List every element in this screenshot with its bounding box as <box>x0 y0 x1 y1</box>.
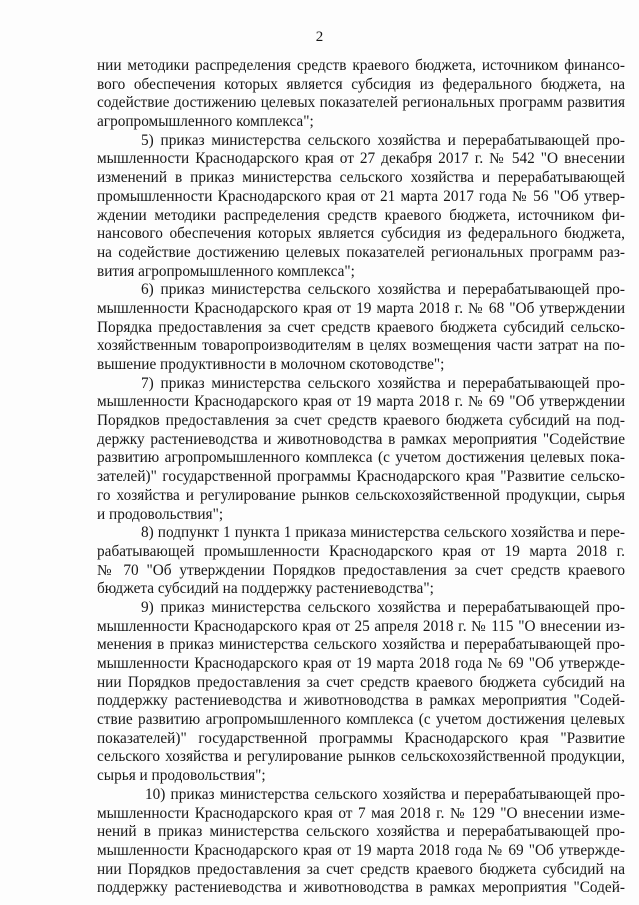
text-line: мышленности Краснодарского края от 19 марта 2018 г. № 69 "Об утверждении <box>97 393 625 411</box>
text-line: содействие достижению целевых показателей региональных программ развития <box>97 94 625 112</box>
text-line: нений в приказ министерства сельского хозяйства и перерабатывающей про- <box>97 823 625 841</box>
text-line: нии Порядков предоставления за счет средств краевого бюджета субсидий на <box>97 673 625 691</box>
text-line: сырья и продовольствия"; <box>97 767 266 785</box>
text-line: 7) приказ министерства сельского хозяйства и перерабатывающей про- <box>141 374 625 392</box>
text-line: нии Порядков предоставления за счет средств краевого бюджета субсидий на <box>97 860 625 878</box>
text-line: держку растениеводства и животноводства в рамках мероприятия "Содействие <box>97 430 625 448</box>
text-line: нии методики распределения средств краевого бюджета, источником финансо- <box>97 57 625 74</box>
text-line: мышленности Краснодарского края от 19 марта 2018 года № 69 "Об утвержде- <box>97 655 625 672</box>
text-line: показателей)" государственной программы Краснодарского края "Развитие <box>97 729 625 747</box>
text-line: мышленности Краснодарского края от 19 марта 2018 года № 69 "Об утвержде- <box>97 841 625 859</box>
text-line: ствие развитию агропромышленного комплекса (с учетом достижения целевых <box>97 711 625 729</box>
text-line: промышленности Краснодарского края от 21 марта 2017 года № 56 "Об утвер- <box>97 187 625 205</box>
text-line: мышленности Краснодарского края от 25 апреля 2018 г. № 115 "О внесении из- <box>97 617 625 635</box>
text-line: менения в приказ министерства сельского хозяйства и перерабатывающей про- <box>97 636 625 654</box>
text-line: развитию агропромышленного комплекса (с учетом достижения целевых пока- <box>97 449 625 467</box>
text-line: 8) подпункт 1 пункта 1 приказа министерства сельского хозяйства и пере- <box>141 524 625 542</box>
page-number: 2 <box>315 29 324 45</box>
text-line: Порядков предоставления за счет средств краевого бюджета субсидий на под- <box>97 412 625 430</box>
text-line: зателей)" государственной программы Краснодарского края "Развитие сельско- <box>97 468 625 486</box>
text-line: поддержку растениеводства и животноводства в рамках мероприятия "Содей- <box>97 692 625 710</box>
text-line: вого обеспечения которых является субсидия из федерального бюджета, на <box>97 75 625 93</box>
text-line: мышленности Краснодарского края от 7 мая 2018 г. № 129 "О внесении изме- <box>97 804 625 822</box>
text-line: 6) приказ министерства сельского хозяйства и перерабатывающей про- <box>141 281 625 299</box>
text-line: го хозяйства и регулирование рынков сельскохозяйственной продукции, сырья <box>97 486 625 504</box>
text-line: на содействие достижению целевых показателей региональных программ раз- <box>97 243 625 261</box>
text-line: бюджета субсидий на поддержку растениеводства"; <box>97 580 434 598</box>
text-line: сельского хозяйства и регулирование рынков сельскохозяйственной продукции, <box>97 748 625 766</box>
text-line: 9) приказ министерства сельского хозяйства и перерабатывающей про- <box>141 598 625 616</box>
text-line: агропромышленного комплекса"; <box>97 113 314 131</box>
text-line: рабатывающей промышленности Краснодарского края от 19 марта 2018 г. <box>97 542 625 560</box>
text-line: мышленности Краснодарского края от 27 декабря 2017 г. № 542 "О внесении <box>97 150 625 168</box>
text-line: Порядка предоставления за счет средств краевого бюджета субсидий сельско- <box>97 318 625 336</box>
text-line: и продовольствия"; <box>97 505 224 523</box>
text-line: мышленности Краснодарского края от 19 марта 2018 г. № 68 "Об утверждении <box>97 299 625 317</box>
text-line: нансового обеспечения которых является субсидия из федерального бюджета, <box>97 225 625 243</box>
text-line: изменений в приказ министерства сельского хозяйства и перерабатывающей <box>97 169 625 187</box>
text-line: вышение продуктивности в молочном скотоводстве"; <box>97 356 445 373</box>
document-body <box>97 57 625 898</box>
text-line: 5) приказ министерства сельского хозяйства и перерабатывающей про- <box>141 131 625 149</box>
text-line: хозяйственным товаропроизводителям в целях возмещения части затрат на по- <box>97 337 625 355</box>
text-line: 10) приказ министерства сельского хозяйства и перерабатывающей про- <box>145 785 625 803</box>
text-line: ждении методики распределения средств краевого бюджета, источником фи- <box>97 206 625 224</box>
text-line: № 70 "Об утверждении Порядков предоставления за счет средств краевого <box>97 561 625 579</box>
text-line: поддержку растениеводства и животноводства в рамках мероприятия "Содей- <box>97 879 625 897</box>
text-line: вития агропромышленного комплекса"; <box>97 262 355 280</box>
